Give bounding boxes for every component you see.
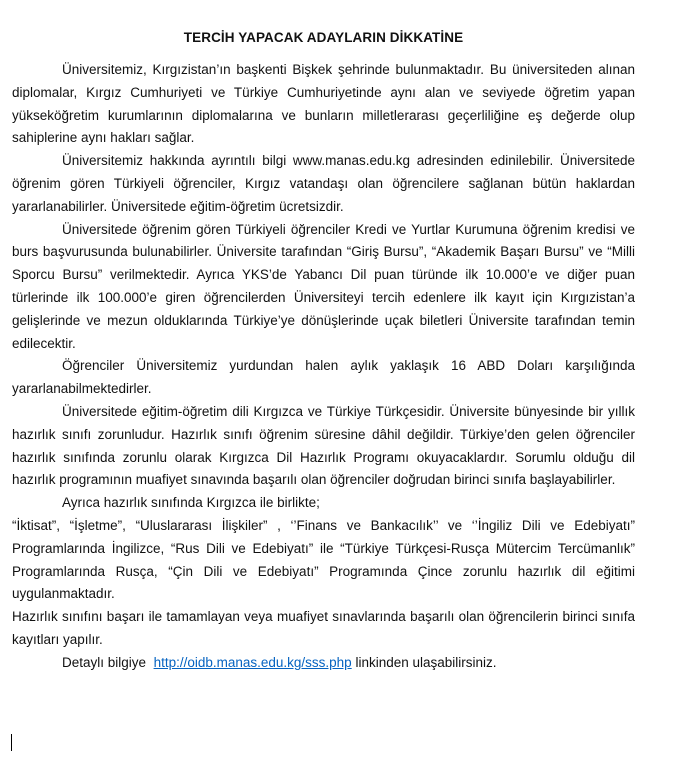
document-title: TERCİH YAPACAK ADAYLARIN DİKKATİNE (183, 30, 464, 45)
document-page (12, 20, 635, 675)
details-suffix-text: linkinden ulaşabilirsiniz. (355, 654, 497, 670)
paragraph-scholarships: Üniversitede öğrenim gören Türkiyeli öğrenciler Kredi ve Yurtlar Kurumuna öğrenim kredisi ve burs başvurusunda bulunabilirler. Üniversite tarafından “Giriş Bursu”, “Akademik Başarı Bursu” ve “Milli Sporcu Bursu” verilmektedir. Ayrıca YKS’de Yabancı Dil puan türünde ilk 10.000’e ve diğer puan türlerinde ilk 100.000’e giren öğrencilerden Üniversiteyi tercih edenlere ilk kayıt için Kırgızistan’a gelişlerinde ve mezun olduklarında Türkiye’ye dönüşlerinde uçak biletleri Üniversite tarafından temin edilecektir. (12, 221, 635, 351)
details-prefix-text: Detaylı bilgiye (62, 654, 147, 670)
text-cursor (11, 734, 12, 751)
paragraph-location-diplomas: Üniversitemiz, Kırgızistan’ın başkenti Bişkek şehrinde bulunmaktadır. Bu üniversiteden alınan diplomalar, Kırgız Cumhuriyeti ve Türkiye Cumhuriyetinde aynı alan ve seviyede öğretim yapan yükseköğretim kurumlarının diplomalarına ve bunların milletlerarası geçerliliğine eş değerde olup sahiplerine aynı hakları sağlar. (12, 62, 635, 146)
faq-link[interactable]: http://oidb.manas.edu.kg/sss.php (153, 654, 352, 670)
paragraph-additional-prep-intro: Ayrıca hazırlık sınıfında Kırgızca ile birlikte; (62, 495, 320, 511)
paragraph-first-year-registration: Hazırlık sınıfını başarı ile tamamlayan veya muafiyet sınavlarında başarılı olan öğrencilerin birinci sınıfa kayıtları yapılır. (12, 609, 635, 647)
paragraph-language-prep: Üniversitede eğitim-öğretim dili Kırgızca ve Türkiye Türkçesidir. Üniversite bünyesinde bir yıllık hazırlık sınıfı zorunludur. Hazırlık sınıfı öğrenim süresine dâhil değildir. Türkiye’den gelen öğrenciler hazırlık sınıfında zorunlu olarak Kırgızca Dil Hazırlık Programı okuyacaklardır. Sorumlu olduğu dil hazırlık programının muafiyet sınavında başarılı olan öğrenciler doğrudan birinci sınıfa başlayabilirler. (12, 403, 635, 488)
paragraph-program-languages: “İktisat”, “İşletme”, “Uluslararası İlişkiler” , ‘’Finans ve Bankacılık’’ ve ‘’İngiliz Dili ve Edebiyatı” Programlarında İngilizce, “Rus Dili ve Edebiyatı” ile “Türkiye Türkçesi-Rusça Mütercim Tercümanlık” Programlarında Rusça, “Çin Dili ve Edebiyatı” Programında Çince zorunlu hazırlık dil eğitimi uygulanmaktadır. (12, 517, 635, 602)
paragraph-details-link (12, 652, 635, 675)
paragraph-dormitory: Öğrenciler Üniversitemiz yurdundan halen aylık yaklaşık 16 ABD Doları karşılığında yararlanabilmektedirler. (12, 358, 635, 397)
paragraph-website-rights: Üniversitemiz hakkında ayrıntılı bilgi www.manas.edu.kg adresinden edinilebilir. Üniversitede öğrenim gören Türkiyeli öğrenciler, Kırgız vatandaşı olan öğrencilere sağlanan bütün haklardan yararlanabilirler. Üniversitede eğitim-öğretim ücretsizdir. (12, 153, 635, 214)
